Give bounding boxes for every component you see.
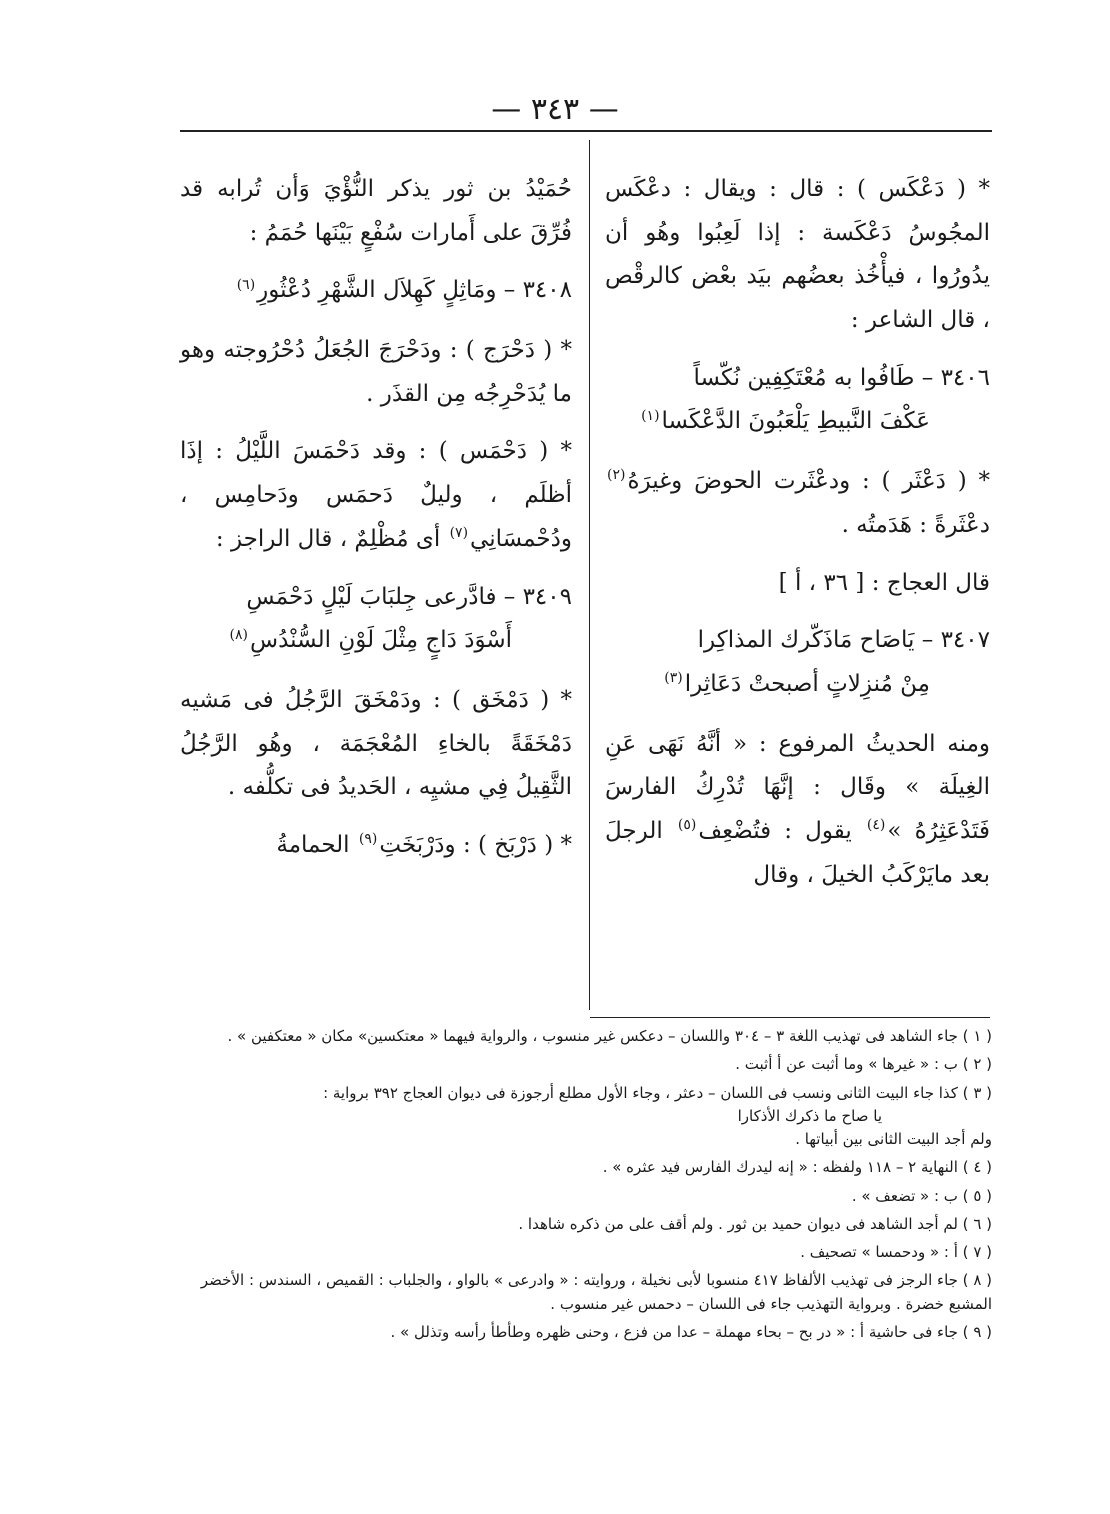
hadith-paragraph [605,723,990,898]
entry-daathar [605,460,990,547]
entry-daekas: * ( دَعْكَس ) : قال : ويقال : دعْكَس المجُوسُ دَعْكَسة : إذا لَعِبُوا وهُو أن يدُورُوا ، فيأْخُذ بعضُهم بيَد بعْض كالرقْص ، قال الشاعر : [605,176,990,334]
footnote-1: ( ١ ) جاء الشاهد فى تهذيب اللغة ٣ – ٣٠٤ واللسان – دعكس غير منسوب ، والرواية فيهما « معتكسين» مكان « معتكفين » . [227,1027,992,1045]
footnote-rule [590,1017,990,1018]
footnote-ref-7: (٧) [449,525,469,542]
hadith-text-a: ومنه الحديثُ المرفوع : « أنَّهُ نَهَى عَنِ الغِيلَة » وقَال : إنَّهَا تُدْرِكُ الفارسَ فَتَدْعَثِرُهُ » [605,730,991,844]
entry-darbakh-text-a: * ( دَرْبَخ ) : ودَرْبَخَتِ [379,831,572,858]
left-column [180,168,572,882]
verse-3408 [180,269,572,313]
column-divider [589,140,590,1010]
footnote-ref-4: (٤) [866,817,886,834]
entry-darbakh-text-b: الحمامةُ [276,831,350,858]
verse-3406-line2-text: عَكْفَ النَّبيطِ يَلْعَبُونَ الدَّعْكَسا [661,408,930,435]
footnote-ref-8: (٨) [229,626,249,643]
entry-damkhaq: * ( دَمْخَق ) : ودَمْخَقَ الرَّجُلُ فى مَشيه دَمْخَقَةً بالخاءِ المُعْجَمَة ، وهُو الرَّجُلُ الثَّقِيلُ فِي مشيِه ، الحَديدُ فى تكلُّفه . [180,686,572,801]
hadith-text-b: يقول : فتُضْعِف [698,817,852,844]
footnote-3 [180,1082,992,1152]
verse-3408-text: ٣٤٠٨ – ومَاثِلٍ كَهِلاَل الشَّهْرِ دُعْثُورِ [257,277,572,304]
verse-3407-line2-text: مِنْ مُنزِلاتٍ أصبحتْ دَعَاثِرا [684,670,930,697]
entry-darbakh [180,824,572,868]
page-number: — ٣٤٣ — [491,92,619,127]
header-rule [180,130,992,132]
verse-3407 [605,619,990,706]
footnote-4: ( ٤ ) النهاية ٢ – ١١٨ ولفظه : « إنه ليدرك الفارس فيد عثره » . [602,1158,992,1177]
footnote-ref-9: (٩) [358,831,378,848]
footnote-3-note: ولم أجد البيت الثانى بين أبياتها . [795,1130,992,1148]
footnote-ref-2: (٢) [607,467,626,484]
verse-3409 [180,576,572,663]
entry-dahraj: * ( دَحْرَج ) : ودَحْرَجَ الجُعَلُ دُحْرُوجته وهو ما يُدَحْرِجُه مِن القذَر . [180,337,572,407]
verse-3407-line2 [605,663,990,707]
entry-daathar-cont: دعْثَرةً : هَدَمتُه . [841,511,990,538]
footnote-8: ( ٨ ) جاء الرجز فى تهذيب الألفاظ ٤١٧ منسوبا لأبى نخيلة ، وروايته : « وادرعى » بالواو ، والجلباب : القميص ، السندس : الأخضر المشبع خضرة . وبرواية التهذيب جاء فى اللسان – دحمس غير منسوب . [200,1271,992,1313]
footnote-3-verse: يا صاح ما ذكرك الأذكارا [737,1106,882,1125]
footnote-ref-5: (٥) [677,817,697,834]
entry-dahmas-text-b: أى مُظْلِمٌ ، قال الراجز : [215,525,441,552]
verse-3409-line1: ٣٤٠٩ – فادَّرعى جِلبَابَ لَيْلٍ دَحْمَسِ [246,583,572,610]
footnote-ref-6: (٦) [236,276,256,293]
verse-3409-line2 [180,619,572,663]
verse-3406-line2 [605,400,990,444]
humayd-intro: حُمَيْدُ بن ثور يذكر النُّؤْيَ وَأن تُرابه قد فُرِّقَ على أَمارات سُفْعٍ بَيْنَها حُمَمُ : [180,176,572,246]
verse-3409-line2-text: أَسْوَدَ دَاجٍ مِثْلَ لَوْنِ السُّنْدُسِ [250,627,512,654]
footnote-6: ( ٦ ) لم أجد الشاهد فى ديوان حميد بن ثور . ولم أقف على من ذكره شاهدا . [518,1214,992,1233]
hadith-text-c: الرجلَ بعد مايَرْكَبُ الخيلَ ، وقال [605,817,990,888]
footnote-5: ( ٥ ) ب : « تضعف » . [851,1186,992,1205]
verse-3406-line1: ٣٤٠٦ – طَافُوا به مُعْتَكِفِين نُكّساً [693,364,990,391]
footnotes [180,1025,992,1349]
footnote-9: ( ٩ ) جاء فى حاشية أ : « در بح – بحاء مهملة – عدا من فزع ، وحنى ظهره وطأطأ رأسه وتذلل » . [390,1322,992,1341]
footnote-3-text: ( ٣ ) كذا جاء البيت الثانى ونسب فى اللسان – دعثر ، وجاء الأول مطلع أرجوزة فى ديوان العجاج ٣٩٢ برواية : [323,1083,992,1102]
ajjaj-attribution: قال العجاج : [ ٣٦ ، أ ] [778,569,990,596]
entry-daathar-text: * ( دَعْثَر ) : ودعْثَرت الحوضَ وغيرَهُ [627,468,990,495]
footnote-7: ( ٧ ) أ : « ودحمسا » تصحيف . [800,1243,992,1261]
footnote-2: ( ٢ ) ب : « غيرها » وما أثبت عن أ أثبت . [735,1055,992,1074]
entry-dahmas-text-a: * ( دَحْمَس ) : وقد دَحْمَسَ اللَّيْلُ : إذَا أظلَم ، وليلٌ دَحمَس ودَحامِس ، ودُحْمسَانِي [180,438,572,552]
footnote-ref-3: (٣) [664,670,683,687]
footnote-ref-1: (١) [641,407,660,424]
entry-dahmas [180,430,572,561]
verse-3406 [605,357,990,444]
verse-3407-line1: ٣٤٠٧ – يَاصَاح مَاذَكّرك المذاكِرا [697,627,990,654]
right-column [605,168,990,911]
verse-3408-line [180,269,572,313]
